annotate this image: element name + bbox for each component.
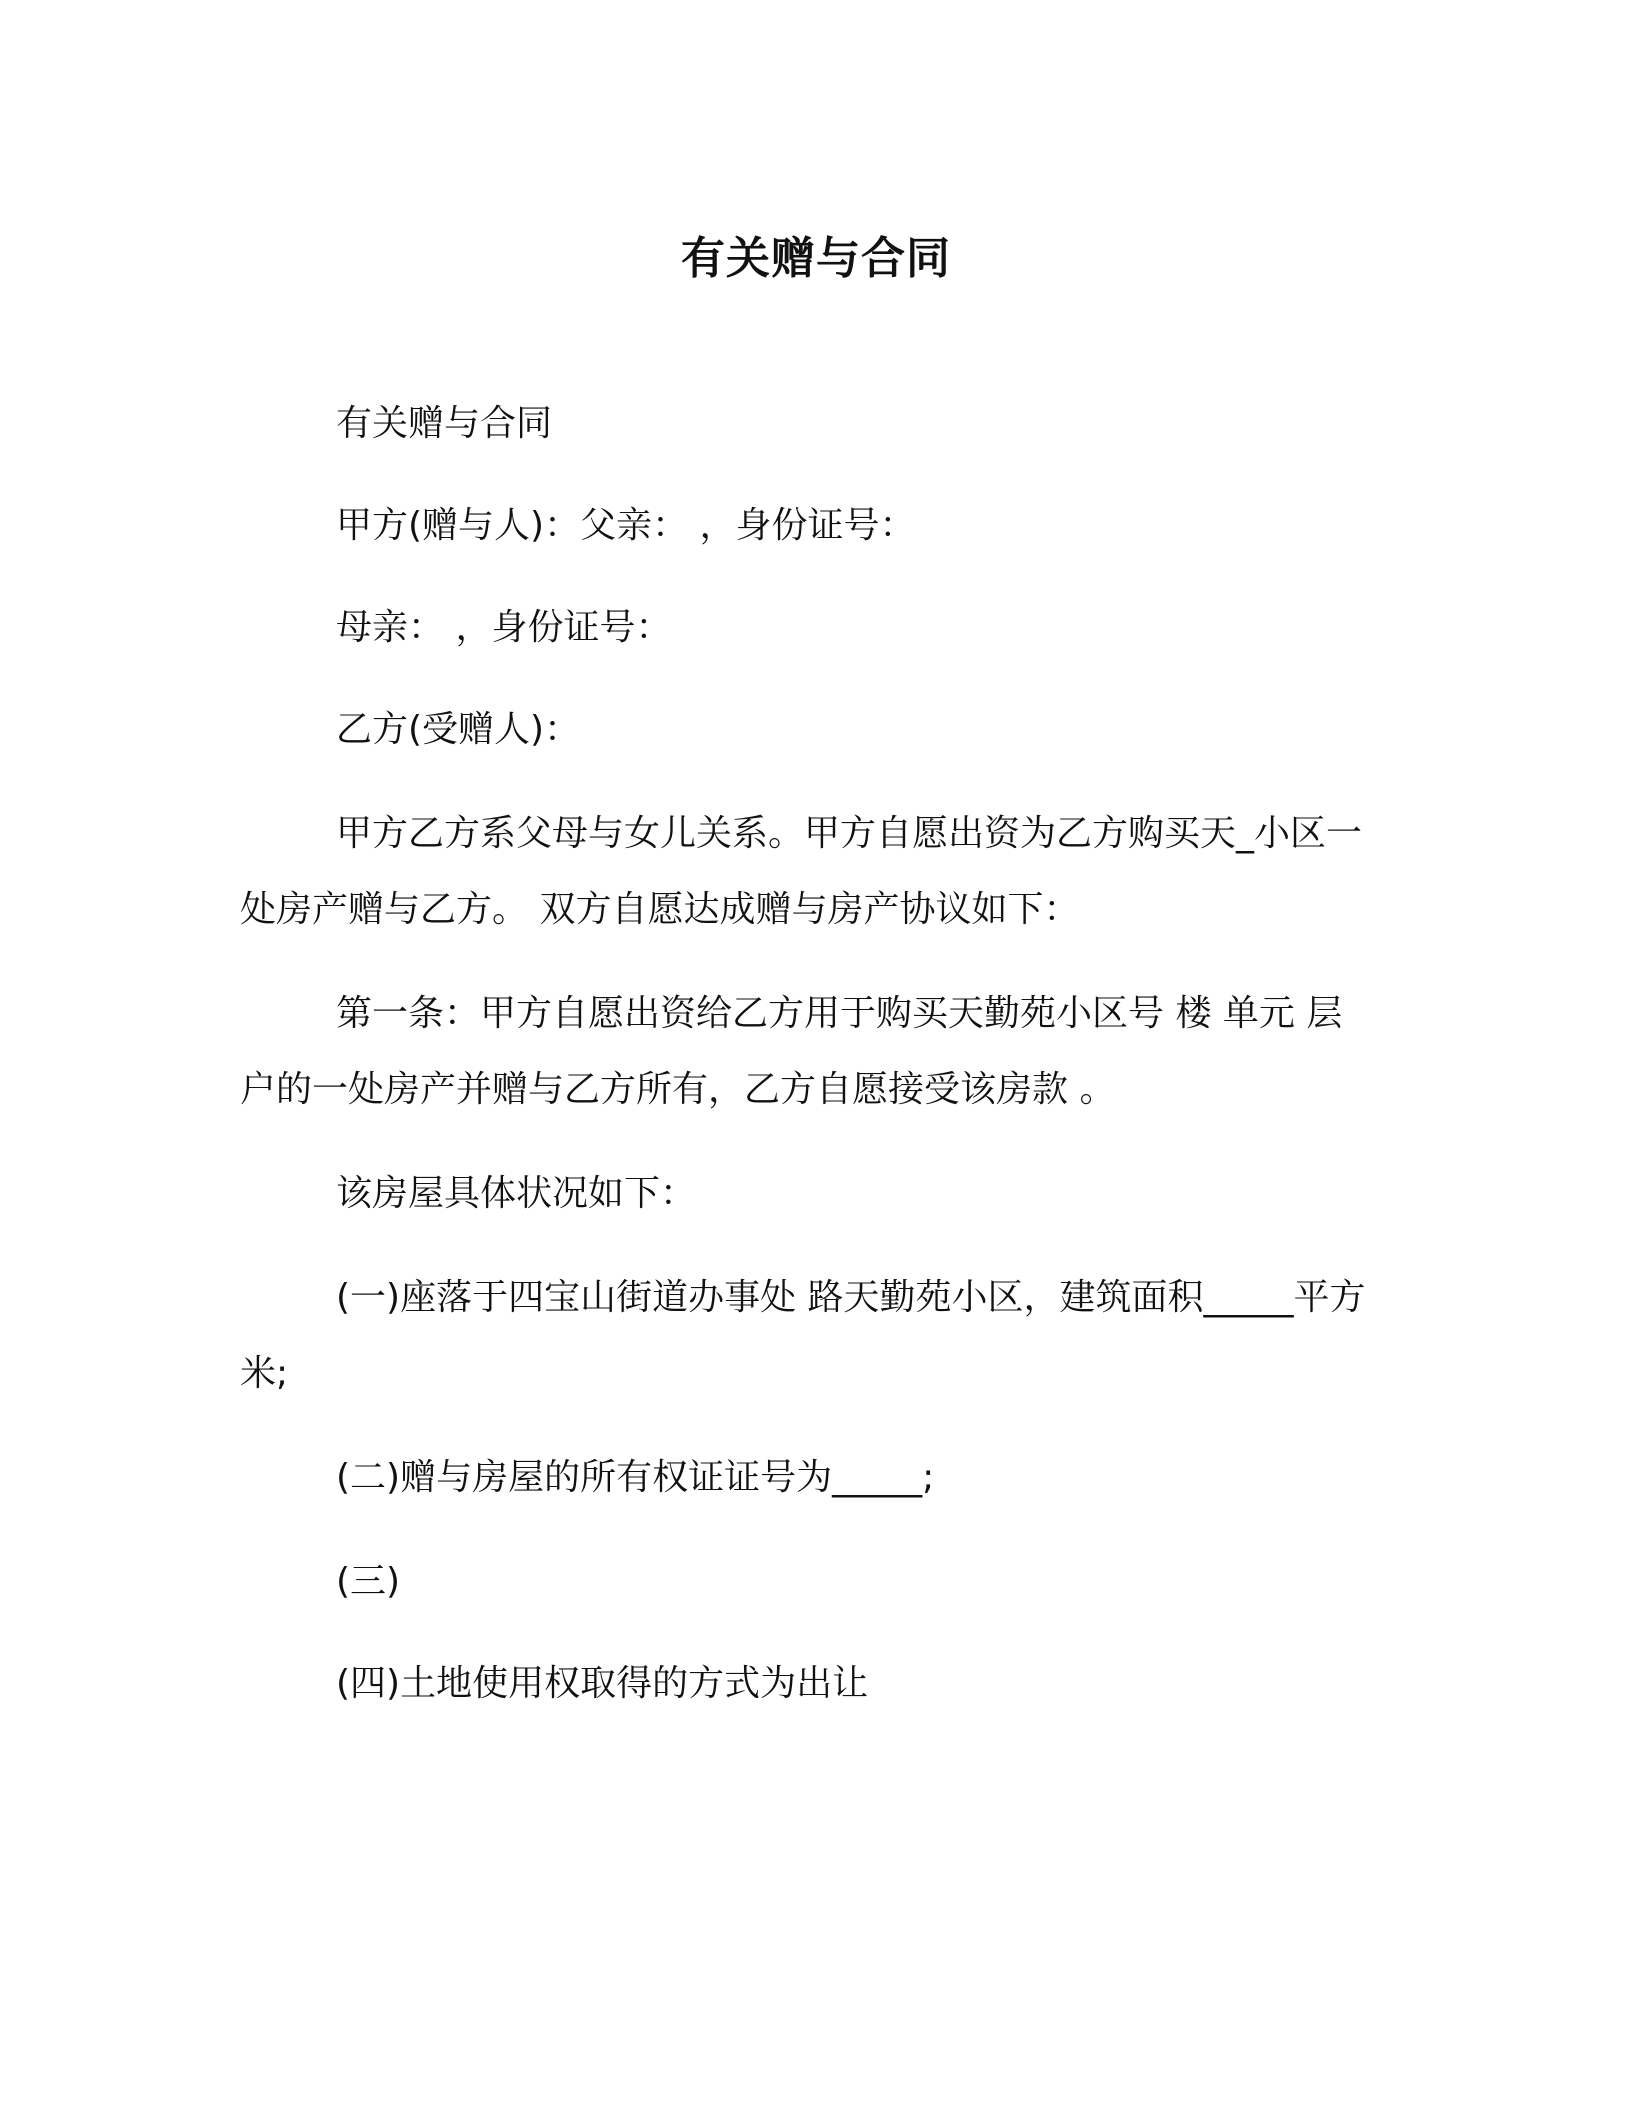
- paragraph-item-two: (二)赠与房屋的所有权证证号为_____;: [336, 1457, 935, 1498]
- document-title: 有关赠与合同: [681, 233, 951, 284]
- paragraph-article-one: 第一条：甲方自愿出资给乙方用于购买天勤苑小区号 楼 单元 层户的一处房产并赠与乙方所有，乙方自愿接受该房款 。: [240, 993, 1343, 1110]
- paragraph-item-one: (一)座落于四宝山街道办事处 路天勤苑小区，建筑面积_____平方米;: [240, 1277, 1366, 1394]
- paragraph-heading: 有关赠与合同: [336, 403, 553, 444]
- paragraph-party-a-father: 甲方(赠与人)：父亲： ，身份证号：: [336, 505, 916, 546]
- paragraph-item-four: (四)土地使用权取得的方式为出让: [336, 1663, 869, 1704]
- paragraph-house-status: 该房屋具体状况如下：: [336, 1173, 697, 1214]
- paragraph-item-three: (三): [336, 1561, 401, 1602]
- paragraph-party-a-mother: 母亲： ，身份证号：: [336, 607, 672, 648]
- paragraph-relationship: 甲方乙方系父母与女儿关系。甲方自愿出资为乙方购买天_小区一处房产赠与乙方。 双方自愿达成赠与房产协议如下：: [240, 813, 1363, 930]
- paragraph-party-b: 乙方(受赠人)：: [336, 709, 581, 750]
